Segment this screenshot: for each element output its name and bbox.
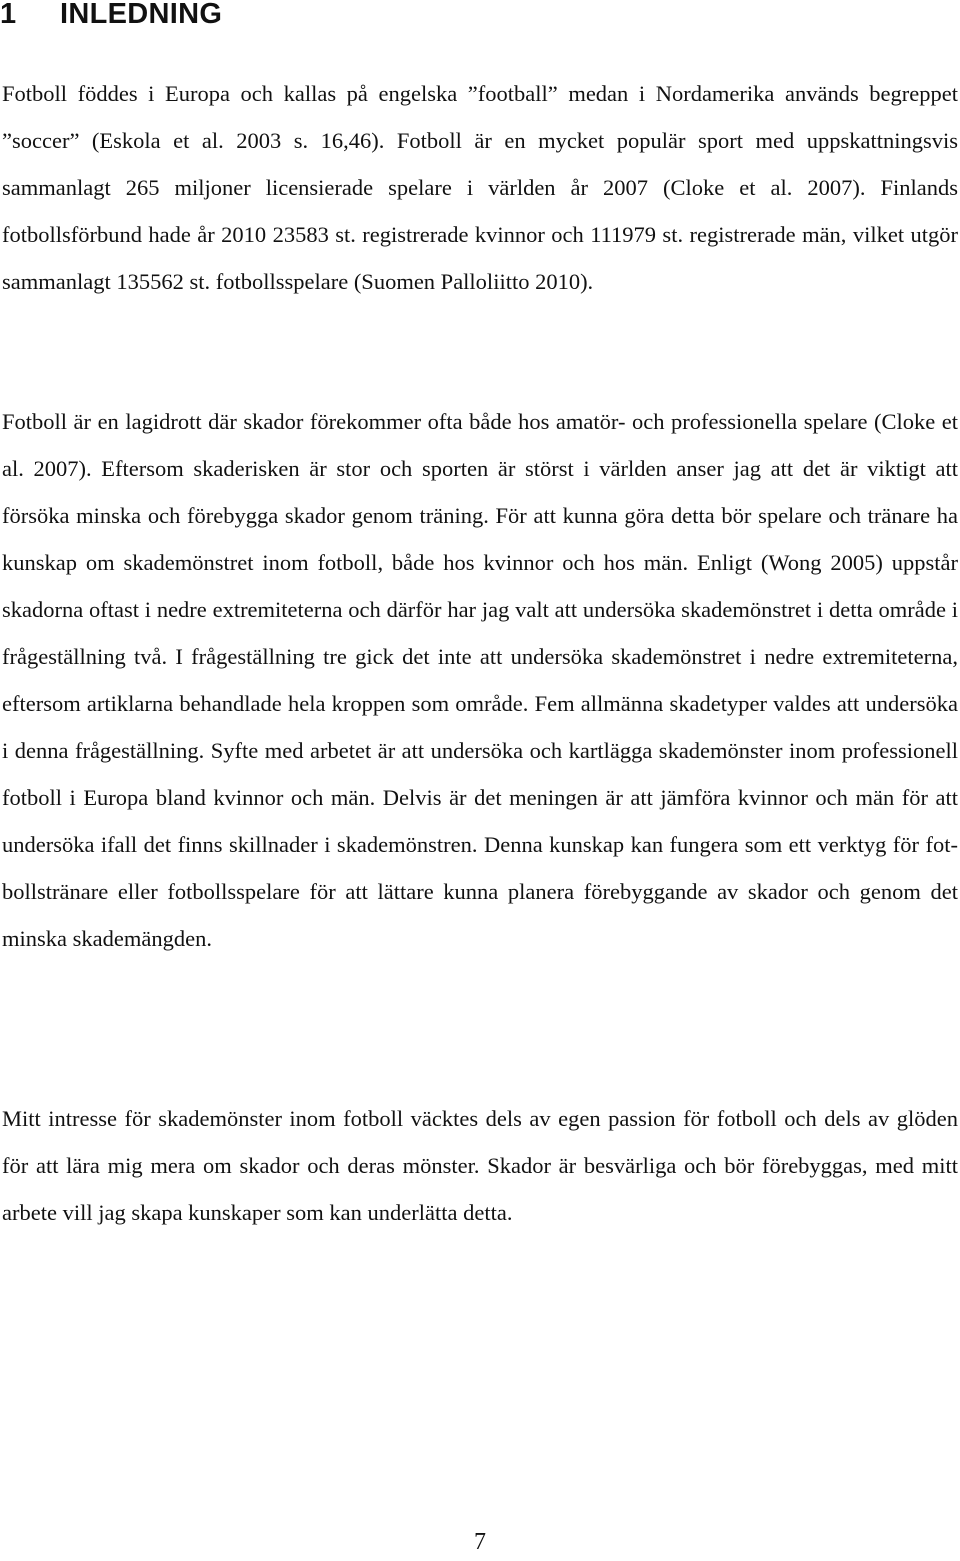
chapter-number: 1 xyxy=(0,0,17,30)
page-number: 7 xyxy=(474,1529,486,1555)
chapter-heading xyxy=(0,0,222,34)
paragraph-motivation: Mitt intresse för skademönster inom fotboll väcktes dels av egen passion för fotboll och dels av glöden för att lära mig mera om skador och deras mönster. Skador är besvärliga och bör förebyggas, med mitt arbete vill jag skapa kunskaper som kan underlätta detta. xyxy=(2,1106,958,1225)
paragraph-injuries: Fotboll är en lagidrott där skador förekommer ofta både hos amatör- och professionella spelare (Cloke et al. 2007). Eftersom skaderisken är stor och sporten är störst i världen anser jag att det är viktigt att försöka minska och förebygga skador genom träning. För att kunna göra detta bör spelare och tränare ha kunskap om skademönstret inom fotboll, både hos kvinnor och hos män. Enligt (Wong 2005) uppstår skadorna oftast i nedre extremiteterna och därför har jag valt att undersöka skademönstret i detta område i frågeställning två. I frågeställning tre gick det inte att undersöka skademönstret i nedre extremiteterna, eftersom artiklarna behandlade hela kroppen som område. Fem allmänna skadetyper valdes att undersöka i denna frågeställning. Syfte med arbetet är att undersöka och kartlägga skademönster inom professionell fotboll i Europa bland kvinnor och män. Delvis är det meningen är att jämföra kvinnor och män för att undersöka ifall det finns skillnader i skademönstren. Denna kunskap kan fungera som ett verktyg för fotbollstränare eller fotbollsspelare för att lättare kunna planera förebyggande av skador och genom det minska skademängden. xyxy=(2,409,958,951)
paragraph-intro: Fotboll föddes i Europa och kallas på engelska ”football” medan i Nordamerika används begreppet ”soccer” (Eskola et al. 2003 s. 16,46). Fotboll är en mycket populär sport med uppskattningsvis sammanlagt 265 miljoner licensierade spelare i världen år 2007 (Cloke et al. 2007). Finlands fotbollsförbund hade år 2010 23583 st. registrerade kvinnor och 111979 st. registrerade män, vilket utgör sammanlagt 135562 st. fotbollsspelare (Suomen Palloliitto 2010). xyxy=(2,81,958,294)
chapter-title: INLEDNING xyxy=(60,0,223,30)
